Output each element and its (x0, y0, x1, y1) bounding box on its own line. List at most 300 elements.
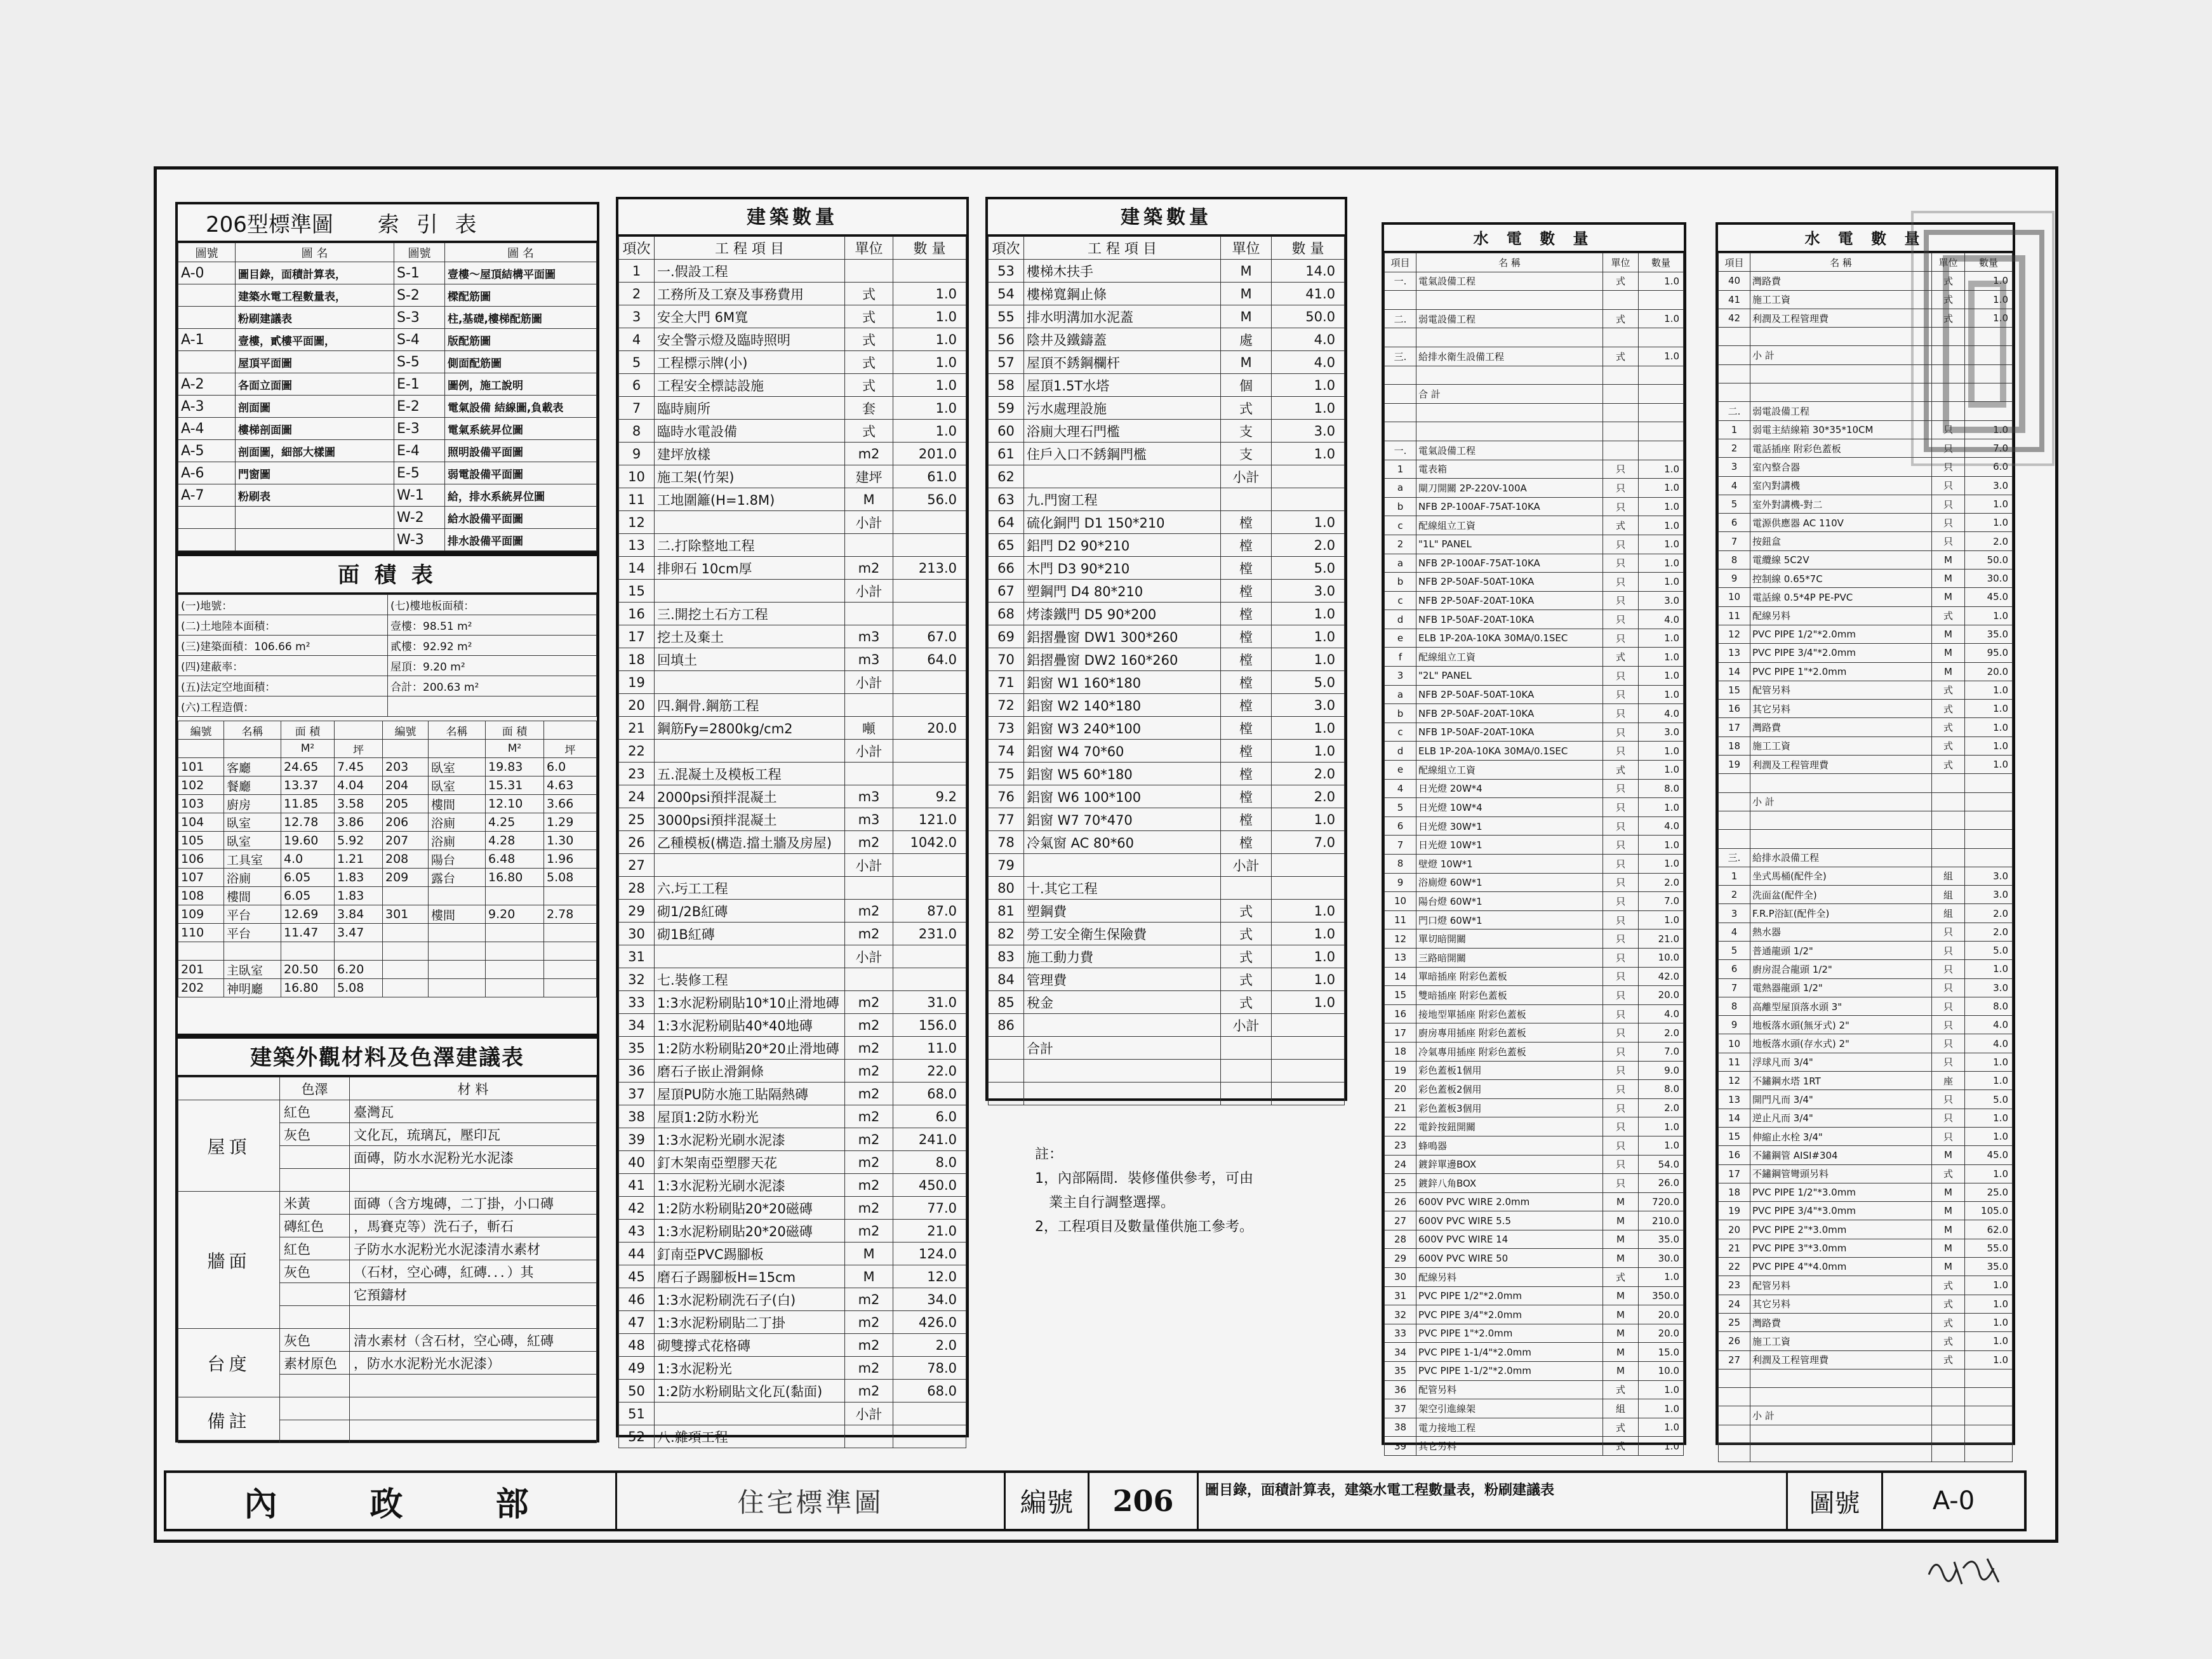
q1-cell: 1042.0 (893, 831, 966, 854)
area-room-row (178, 795, 597, 813)
m1-row (1385, 1023, 1684, 1043)
q2-cell: 5.0 (1272, 671, 1345, 694)
m1-cell (1639, 385, 1684, 404)
m1-cell: 廚房專用插座 附彩色蓋板 (1416, 1023, 1603, 1043)
index-title: 206型標準圖 (206, 212, 333, 237)
m2-cell: 1.0 (1965, 1164, 2013, 1183)
q1-row (619, 1357, 966, 1380)
m2-cell: 15 (1719, 681, 1750, 699)
m1-cell: a (1385, 479, 1416, 498)
m1-cell: 只 (1603, 535, 1639, 554)
q1-cell: 124.0 (893, 1243, 966, 1265)
q1-cell: 68.0 (893, 1380, 966, 1402)
m2-cell: 普通龍頭 1/2" (1750, 941, 1932, 959)
m2-cell: 只 (1932, 978, 1965, 997)
index-cell (178, 307, 236, 329)
q2-row (989, 465, 1345, 488)
m1-cell: 31 (1385, 1286, 1416, 1305)
m2-row (1719, 923, 2013, 941)
q1-cell: 1:2防水粉刷貼文化瓦(黏面) (655, 1380, 845, 1402)
q1-cell: 小計 (845, 1402, 893, 1425)
area-room-cell: 陽台 (429, 850, 486, 869)
q2-cell: 勞工安全衛生保險費 (1024, 923, 1221, 945)
m2-cell: 55.0 (1965, 1239, 2013, 1257)
m1-cell: NFB 2P-50AF-20AT-10KA (1416, 704, 1603, 723)
area-info-cell: (六)工程造價： (178, 696, 388, 717)
q1-row (619, 1174, 966, 1197)
m1-row (1385, 1098, 1684, 1117)
q1-cell: 小計 (845, 511, 893, 534)
m2-cell: 25 (1719, 1313, 1750, 1331)
q1-cell: m2 (845, 1128, 893, 1151)
area-info-cell: 貳樓：92.92 m² (388, 636, 597, 656)
m2-head-cell: 項目 (1719, 253, 1750, 272)
q2-cell: M (1221, 305, 1272, 328)
area-room-cell: 16.80 (486, 869, 544, 887)
material-cell: （石材，空心磚，紅磚．．．）其 (350, 1260, 597, 1283)
q1-cell: 噸 (845, 717, 893, 740)
q2-cell: 鋁窗 W5 60*180 (1024, 763, 1221, 785)
q1-row (619, 1037, 966, 1060)
m2-cell: 14 (1719, 662, 1750, 681)
m1-cell: 26 (1385, 1192, 1416, 1211)
material-cell (280, 1375, 350, 1397)
area-room-cell: 3.58 (335, 795, 383, 813)
q2-cell: 樓梯木扶手 (1024, 260, 1221, 283)
q2-cell (1221, 877, 1272, 900)
q1-cell: m2 (845, 900, 893, 923)
area-room-cell: 102 (178, 776, 224, 795)
m1-cell (1416, 403, 1603, 422)
m2-row (1719, 1220, 2013, 1239)
q2-cell: 陰井及鐵鑄蓋 (1024, 328, 1221, 351)
material-cell (350, 1306, 597, 1329)
m2-cell (1719, 1444, 1750, 1462)
m1-cell: 只 (1603, 667, 1639, 686)
m2-cell: 20 (1719, 1220, 1750, 1239)
area-room-cell (429, 942, 486, 961)
m2-cell: 3.0 (1965, 867, 2013, 885)
index-cell: 樑配筋圖 (445, 284, 597, 307)
m1-cell (1639, 422, 1684, 441)
q2-cell: 樘 (1221, 625, 1272, 648)
m2-cell: 只 (1932, 420, 1965, 439)
q1-row (619, 900, 966, 923)
m2-cell (1750, 1425, 1932, 1443)
q2-row (989, 877, 1345, 900)
material-cell: 紅色 (280, 1237, 350, 1260)
area-room-cell: 15.31 (486, 776, 544, 795)
m2-cell: 4.0 (1965, 1016, 2013, 1034)
index-cell: 各面立面圖 (236, 373, 394, 396)
m1-cell (1385, 291, 1416, 310)
q1-cell: 小計 (845, 945, 893, 968)
q2-row (989, 1060, 1345, 1083)
m2-cell: 只 (1932, 941, 1965, 959)
m1-cell: M (1603, 1362, 1639, 1381)
m1-row (1385, 1117, 1684, 1136)
m1-row (1385, 1380, 1684, 1399)
index-cell: 柱,基礎,樓梯配筋圖 (445, 307, 597, 329)
q2-cell: 1.0 (1272, 808, 1345, 831)
m1-cell: 彩色蓋板1個用 (1416, 1061, 1603, 1080)
q1-cell: 77.0 (893, 1197, 966, 1220)
q2-cell: 68 (989, 603, 1024, 625)
seal-stamp (1911, 211, 2055, 466)
q1-cell: 28 (619, 877, 655, 900)
index-cell: W-3 (394, 529, 445, 551)
area-panel (175, 554, 599, 1036)
q1-cell: 31 (619, 945, 655, 968)
q1-cell (655, 854, 845, 877)
q2-cell: 1.0 (1272, 511, 1345, 534)
area-room-row (178, 961, 597, 979)
area-head-cell: M² (281, 740, 335, 758)
m2-cell (1965, 774, 2013, 792)
index-cell: S-3 (394, 307, 445, 329)
m2-cell: 3.0 (1965, 476, 2013, 495)
q2-cell: 80 (989, 877, 1024, 900)
q1-cell: 450.0 (893, 1174, 966, 1197)
m2-cell: 6 (1719, 514, 1750, 532)
m1-cell (1603, 441, 1639, 460)
m2-row (1719, 792, 2013, 811)
m2-cell: 1.0 (1965, 1127, 2013, 1145)
m1-cell: 式 (1603, 648, 1639, 667)
m1-cell: 弱電設備工程 (1416, 309, 1603, 328)
material-cell: 面磚，防水水泥粉光水泥漆 (350, 1146, 597, 1169)
m1-cell: 組 (1603, 1399, 1639, 1418)
m2-cell: 3 (1719, 904, 1750, 923)
q1-cell (845, 260, 893, 283)
m1-cell: 只 (1603, 1042, 1639, 1061)
m1-cell: 鍍鋅單邊BOX (1416, 1155, 1603, 1174)
m1-row (1385, 1155, 1684, 1174)
q1-cell: 工務所及工寮及事務費用 (655, 283, 845, 305)
q2-cell: 支 (1221, 420, 1272, 443)
q2-row (989, 1014, 1345, 1037)
q2-title: 建築數量 (988, 199, 1345, 236)
q1-cell: 磨石子嵌止滑銅條 (655, 1060, 845, 1083)
m1-cell: c (1385, 723, 1416, 742)
q1-cell: 1:3水泥粉刷洗石子(白) (655, 1288, 845, 1311)
m2-cell: PVC PIPE 1"*2.0mm (1750, 662, 1932, 681)
q1-cell: m2 (845, 1288, 893, 1311)
m1-cell: 式 (1603, 309, 1639, 328)
area-info-cell: (一)地號： (178, 595, 388, 615)
m1-cell: b (1385, 704, 1416, 723)
m1-cell: 4.0 (1639, 610, 1684, 629)
q1-cell: 25 (619, 808, 655, 831)
q1-cell: 52 (619, 1425, 655, 1448)
index-cell: 給水設備平面圖 (445, 507, 597, 529)
m1-row (1385, 816, 1684, 836)
q1-cell: 44 (619, 1243, 655, 1265)
m2-cell (1965, 1425, 2013, 1443)
index-cell: 圖例，施工說明 (445, 373, 597, 396)
m1-row (1385, 629, 1684, 648)
m2-cell: 1.0 (1965, 1332, 2013, 1350)
area-head-cell: 名稱 (429, 721, 486, 740)
q2-cell: 1.0 (1272, 374, 1345, 397)
m1-cell: NFB 2P-100AF-75AT-10KA (1416, 497, 1603, 516)
m2-cell: 式 (1932, 736, 1965, 755)
area-room-cell: 20.50 (281, 961, 335, 979)
m1-row (1385, 967, 1684, 986)
q1-cell: 11 (619, 488, 655, 511)
m2-cell (1965, 1444, 2013, 1462)
q1-cell: 41 (619, 1174, 655, 1197)
material-group-name: 備註 (178, 1397, 280, 1443)
m1-cell: 4 (1385, 779, 1416, 798)
area-room-cell: 106 (178, 850, 224, 869)
m2-cell: 4.0 (1965, 1034, 2013, 1053)
m2-cell (1932, 848, 1965, 867)
area-room-cell (486, 887, 544, 905)
area-room-cell (335, 942, 383, 961)
m1-row (1385, 309, 1684, 328)
q1-cell: 施工架(竹架) (655, 465, 845, 488)
material-col-color: 色澤 (280, 1077, 350, 1100)
m2-cell: 1.0 (1965, 420, 2013, 439)
q1-cell: 2 (619, 283, 655, 305)
m2-cell (1750, 1369, 1932, 1387)
m1-cell: 25 (1385, 1174, 1416, 1193)
m2-cell: 3.0 (1965, 886, 2013, 904)
q2-row (989, 717, 1345, 740)
m1-cell: 架空引進線架 (1416, 1399, 1603, 1418)
m2-row (1719, 960, 2013, 978)
q1-row (619, 374, 966, 397)
q1-row (619, 443, 966, 465)
q1-cell: 8 (619, 420, 655, 443)
q1-row (619, 785, 966, 808)
q1-cell: 式 (845, 420, 893, 443)
q1-cell: 屋頂PU防水施工貼隔熱磚 (655, 1083, 845, 1105)
m2-cell: 式 (1932, 272, 1965, 290)
q2-cell (1024, 854, 1221, 877)
m2-cell (1719, 1369, 1750, 1387)
material-cell: 面磚（含方塊磚，二丁掛，小口磚 (350, 1192, 597, 1215)
q2-row (989, 968, 1345, 991)
m2-row (1719, 588, 2013, 606)
m1-cell: "1L" PANEL (1416, 535, 1603, 554)
m2-cell: 只 (1932, 495, 1965, 513)
m1-row (1385, 610, 1684, 629)
m2-cell: 小 計 (1750, 792, 1932, 811)
m2-row (1719, 1090, 2013, 1109)
area-info-cell: (二)土地陸本面積： (178, 615, 388, 636)
q1-cell: 39 (619, 1128, 655, 1151)
area-head-cell (544, 721, 597, 740)
m1-cell: ELB 1P-20A-10KA 30MA/0.1SEC (1416, 629, 1603, 648)
q1-cell: 小計 (845, 740, 893, 763)
m1-cell: 只 (1603, 1174, 1639, 1193)
title-sheet-label-cell (1788, 1473, 1883, 1529)
m1-cell: 1.0 (1639, 460, 1684, 479)
material-group-name: 牆面 (178, 1192, 280, 1329)
area-room-cell: 浴廁 (224, 869, 281, 887)
q2-cell: 鋁窗 W1 160*180 (1024, 671, 1221, 694)
area-room-cell: 1.30 (544, 832, 597, 850)
index-title-2: 索 引 表 (377, 212, 482, 237)
m1-row (1385, 573, 1684, 592)
area-room-cell: 12.10 (486, 795, 544, 813)
q1-cell: 1.0 (893, 328, 966, 351)
index-cell: 壹樓，貳樓平面圖， (236, 329, 394, 351)
area-info-cell: (三)建築面積：106.66 m² (178, 636, 388, 656)
q2-row (989, 328, 1345, 351)
q2-cell: 樘 (1221, 740, 1272, 763)
q2-cell: 小計 (1221, 465, 1272, 488)
m1-cell: M (1603, 1305, 1639, 1324)
q2-row (989, 694, 1345, 717)
area-room-row (178, 869, 597, 887)
index-cell: E-5 (394, 462, 445, 484)
m2-cell: 1.0 (1965, 1313, 2013, 1331)
q2-cell: 1.0 (1272, 717, 1345, 740)
q2-cell (989, 1083, 1024, 1105)
m2-cell: 不鏽鋼管彎頭另料 (1750, 1164, 1932, 1183)
q2-row (989, 580, 1345, 603)
m1-cell: 8.0 (1639, 1080, 1684, 1099)
m1-cell: 配管另料 (1416, 1380, 1603, 1399)
q1-row (619, 1060, 966, 1083)
q2-cell (1272, 465, 1345, 488)
m1-cell: 8.0 (1639, 779, 1684, 798)
m2-cell: 灣路費 (1750, 1313, 1932, 1331)
q1-cell: m3 (845, 625, 893, 648)
q2-cell: 式 (1221, 945, 1272, 968)
q1-cell: 砌雙撐式花格磚 (655, 1334, 845, 1357)
m1-cell: 單切暗開關 (1416, 929, 1603, 949)
m2-cell: 電話插座 附彩色蓋板 (1750, 439, 1932, 457)
m2-row (1719, 1388, 2013, 1406)
q2-cell: 樘 (1221, 557, 1272, 580)
q1-cell: 1:3水泥粉刷貼20*20磁磚 (655, 1220, 845, 1243)
q1-cell (845, 694, 893, 717)
m2-cell: 不鏽鋼水塔 1RT (1750, 1072, 1932, 1090)
m2-cell: 只 (1932, 476, 1965, 495)
area-room-row (178, 758, 597, 776)
m2-cell: 施工工資 (1750, 290, 1932, 309)
m2-cell: 2 (1719, 886, 1750, 904)
m2-cell: 16 (1719, 700, 1750, 718)
area-room-cell: 13.37 (281, 776, 335, 795)
m1-cell: 只 (1603, 1023, 1639, 1043)
m1-cell: NFB 1P-50AF-20AT-10KA (1416, 723, 1603, 742)
m1-cell: 日光燈 20W*4 (1416, 779, 1603, 798)
m2-cell (1750, 1388, 1932, 1406)
m2-cell: 1.0 (1965, 1295, 2013, 1313)
m1-cell: 1.0 (1639, 1117, 1684, 1136)
m2-cell: 1.0 (1965, 1072, 2013, 1090)
m2-cell (1932, 1406, 1965, 1425)
note-line: 業主自行調整選擇。 (1035, 1195, 1175, 1211)
q1-cell: 12 (619, 511, 655, 534)
material-cell: 臺灣瓦 (350, 1100, 597, 1123)
area-room-cell (383, 942, 429, 961)
m2-cell (1932, 811, 1965, 829)
q1-cell: 49 (619, 1357, 655, 1380)
m1-cell: ELB 1P-20A-10KA 30MA/0.1SEC (1416, 742, 1603, 761)
q1-cell: 20.0 (893, 717, 966, 740)
m1-cell: 13 (1385, 948, 1416, 967)
q2-row (989, 1037, 1345, 1060)
area-room-cell: 4.0 (281, 850, 335, 869)
q1-row (619, 1402, 966, 1425)
q1-cell: 61.0 (893, 465, 966, 488)
m1-cell: 1.0 (1639, 309, 1684, 328)
m2-cell: 式 (1932, 309, 1965, 327)
m1-row (1385, 1286, 1684, 1305)
index-row (178, 396, 597, 418)
m2-head-cell: 數量 (1965, 253, 2013, 272)
material-col-mat: 材 料 (350, 1077, 597, 1100)
q2-cell: 3.0 (1272, 580, 1345, 603)
q2-cell: M (1221, 283, 1272, 305)
area-room-cell: 108 (178, 887, 224, 905)
m1-cell: 只 (1603, 929, 1639, 949)
m1-cell: 1.0 (1639, 742, 1684, 761)
q2-cell: 1.0 (1272, 900, 1345, 923)
q2-cell: 86 (989, 1014, 1024, 1037)
m1-row (1385, 1061, 1684, 1080)
q1-cell (893, 260, 966, 283)
q1-cell: 426.0 (893, 1311, 966, 1334)
q2-cell (1221, 1083, 1272, 1105)
m1-cell: 16 (1385, 1004, 1416, 1023)
index-cell: 剖面圖，細部大樣圖 (236, 440, 394, 462)
m1-row (1385, 873, 1684, 892)
m2-cell: 10 (1719, 1034, 1750, 1053)
m1-cell: 合 計 (1416, 385, 1603, 404)
material-cell: 灰色 (280, 1123, 350, 1146)
q1-row (619, 991, 966, 1014)
m1-row (1385, 328, 1684, 347)
q1-row (619, 1083, 966, 1105)
area-room-cell: 209 (383, 869, 429, 887)
m1-cell: 只 (1603, 573, 1639, 592)
q1-row (619, 534, 966, 557)
m1-cell: 1.0 (1639, 761, 1684, 780)
m1-row (1385, 516, 1684, 535)
q1-row (619, 1197, 966, 1220)
m2-cell: 7 (1719, 978, 1750, 997)
m1-cell: M (1603, 1230, 1639, 1249)
q1-row (619, 1311, 966, 1334)
m1-cell: 1.0 (1639, 855, 1684, 874)
area-room-cell: 6.48 (486, 850, 544, 869)
title-desc-cell (1199, 1473, 1788, 1529)
index-cell: E-1 (394, 373, 445, 396)
m2-cell: 40 (1719, 272, 1750, 290)
m1-cell: M (1603, 1286, 1639, 1305)
m1-cell: 4.0 (1639, 704, 1684, 723)
m2-cell: 只 (1932, 1127, 1965, 1145)
q2-cell: 83 (989, 945, 1024, 968)
q1-cell: 式 (845, 351, 893, 374)
m1-cell: 鍍鋅八角BOX (1416, 1174, 1603, 1193)
m1-cell: 1.0 (1639, 272, 1684, 291)
m2-cell: 配管另料 (1750, 681, 1932, 699)
q2-cell: 稅金 (1024, 991, 1221, 1014)
index-row (178, 262, 597, 284)
m1-cell: 1 (1385, 460, 1416, 479)
material-cell: 紅色 (280, 1100, 350, 1123)
area-head-cell: 編號 (383, 721, 429, 740)
material-cell (350, 1397, 597, 1420)
